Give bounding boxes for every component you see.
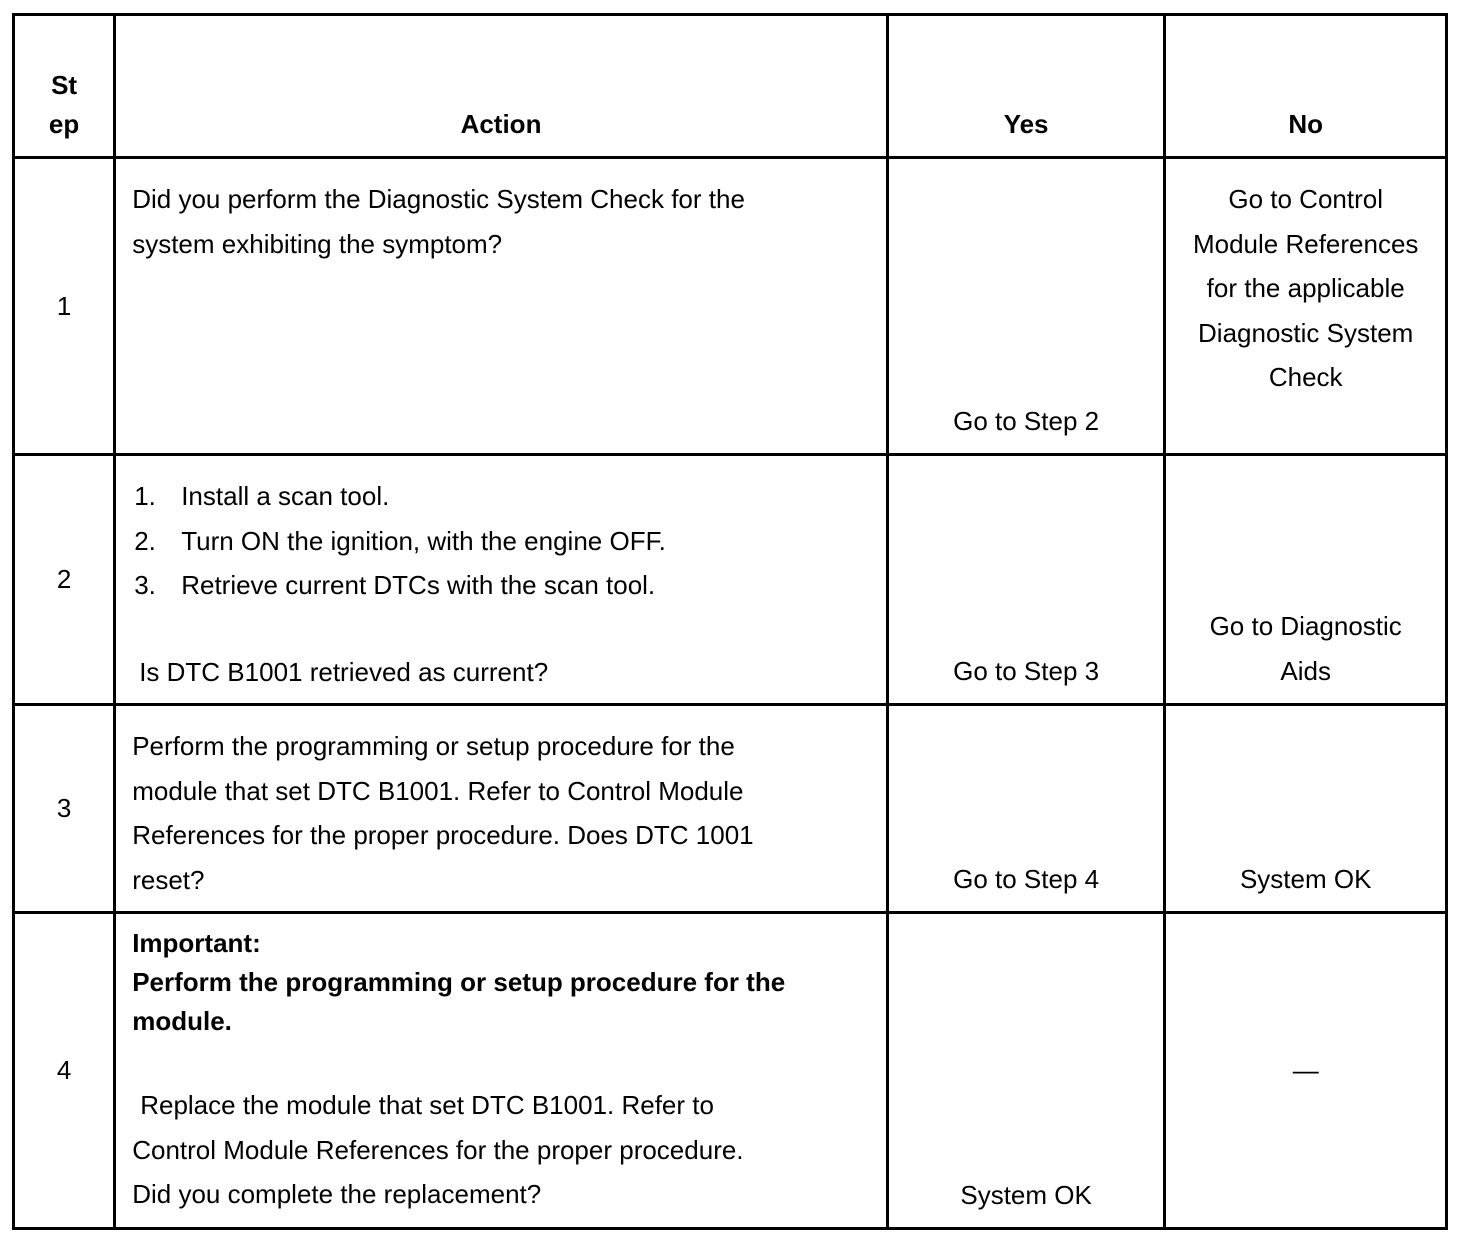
important-text: Perform the programming or setup procedure for the module. [132,967,786,1036]
step-number: 3 [14,705,115,913]
step-number: 4 [14,913,115,1229]
action-step-list [132,474,870,608]
action-text: Did you perform the Diagnostic System Check for the system exhibiting the symptom? [132,184,745,259]
no-text: Go to Control Module References for the applicable Diagnostic System Check [1192,184,1419,392]
replace-instruction: Replace the module that set DTC B1001. Refer to Control Module References for the proper procedure. [132,1090,744,1165]
yes-cell [887,705,1165,913]
list-item [132,519,870,564]
yes-text: System OK [960,1179,1092,1210]
table-row [14,158,1447,455]
no-text: System OK [1239,863,1372,894]
table-row [14,705,1447,913]
header-action: Action [115,15,888,158]
step-number: 2 [14,455,115,705]
no-cell [1165,705,1447,913]
list-item [132,563,870,608]
header-no: No [1165,15,1447,158]
action-text [132,1083,792,1172]
header-row [14,15,1447,158]
list-item-text: Turn ON the ignition, with the engine OFF. [181,525,666,556]
yes-cell [887,455,1165,705]
action-cell [115,705,888,913]
header-step-line2: ep [48,109,80,139]
action-question: Is DTC B1001 retrieved as current? [139,656,549,687]
header-step-line1: St [51,70,78,100]
yes-cell [887,158,1165,455]
action-text: Perform the programming or setup procedure for the module that set DTC B1001. Refer to Control Module References for the proper procedure. Does DTC 1001 reset? [132,731,754,895]
action-cell [115,455,888,705]
table-row [14,913,1447,1229]
header-yes: Yes [887,15,1165,158]
list-item-text: Install a scan tool. [181,481,390,511]
yes-text: Go to Step 2 [953,405,1100,436]
no-text: Go to Diagnostic Aids [1209,611,1402,686]
yes-text: Go to Step 3 [953,655,1100,686]
no-cell [1165,455,1447,705]
yes-cell [887,913,1165,1229]
important-label: Important: [132,928,261,958]
action-cell [115,913,888,1229]
no-cell [1165,158,1447,455]
table-row [14,455,1447,705]
no-text: — [1292,1055,1319,1086]
step-number: 1 [14,158,115,455]
list-item-number: 1. [134,481,156,511]
list-item [132,474,870,519]
yes-text: Go to Step 4 [953,863,1100,894]
list-item-text: Retrieve current DTCs with the scan tool. [181,570,656,600]
action-cell [115,158,888,455]
list-item-number: 3. [134,570,156,600]
header-step [14,15,115,158]
no-cell [1165,913,1447,1229]
list-item-number: 2. [134,525,156,556]
action-question: Did you complete the replacement? [132,1179,542,1209]
diagnostic-table [12,13,1448,1230]
